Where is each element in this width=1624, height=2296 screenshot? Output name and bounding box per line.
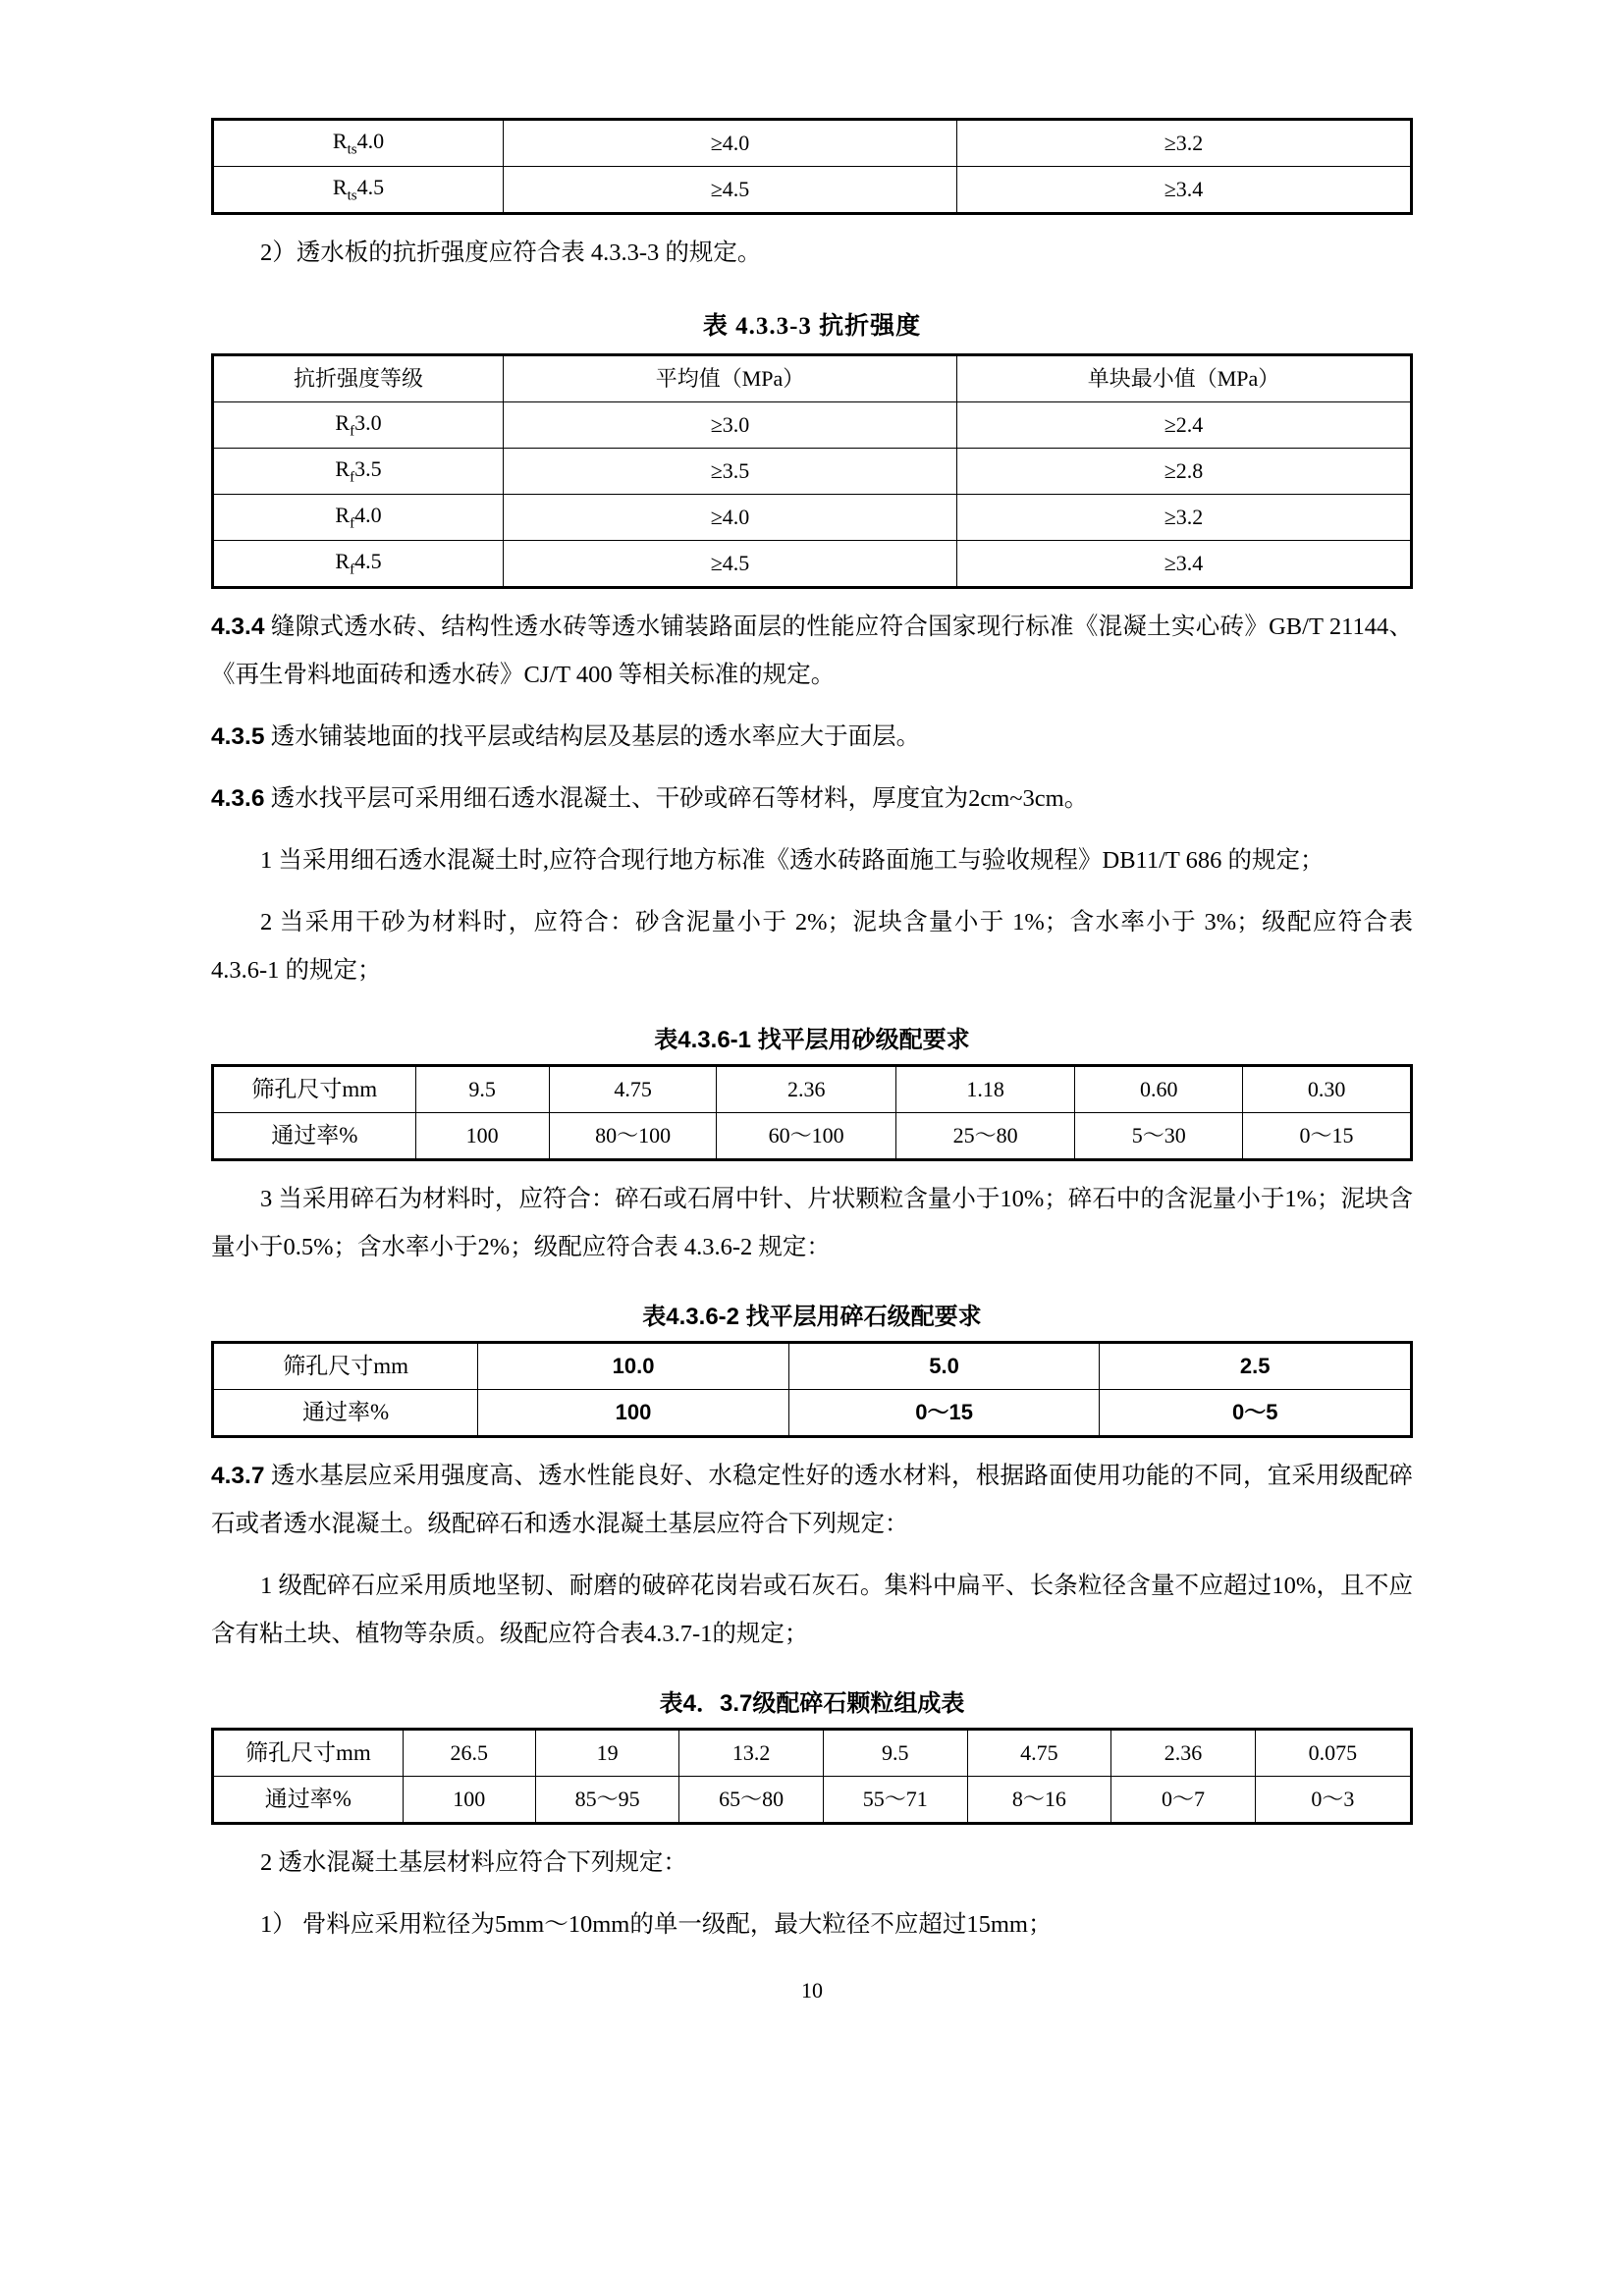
row-label-sieve: 筛孔尺寸mm bbox=[214, 1344, 478, 1390]
cell-pass: 60～100 bbox=[717, 1113, 895, 1159]
table-437 bbox=[211, 1728, 1413, 1825]
row-label-pass: 通过率% bbox=[214, 1113, 415, 1159]
clause-436 bbox=[211, 774, 1413, 823]
row-label-sieve: 筛孔尺寸mm bbox=[214, 1731, 403, 1777]
cell-pass: 65～80 bbox=[679, 1777, 824, 1823]
cell-pass: 100 bbox=[403, 1777, 535, 1823]
cell-pass: 0～7 bbox=[1111, 1777, 1256, 1823]
clause-436-number: 4.3.6 bbox=[211, 785, 265, 812]
cell-grade: $R_{ts}4.0$ bbox=[332, 128, 385, 158]
cell-min: ≥3.4 bbox=[957, 541, 1411, 587]
cell-size: 2.36 bbox=[1111, 1731, 1256, 1777]
clause-436-item-3: 3 当采用碎石为材料时，应符合：碎石或石屑中针、片状颗粒含量小于10%；碎石中的含泥量小于1%；泥块含量小于0.5%；含水率小于2%；级配应符合表 4.3.6-2 规定： bbox=[211, 1186, 1413, 1260]
table-row bbox=[214, 1731, 1410, 1777]
row-label-pass: 通过率% bbox=[214, 1777, 403, 1823]
cell-pass: 0～5 bbox=[1100, 1390, 1410, 1436]
table-436-2 bbox=[211, 1341, 1413, 1438]
clause-436-item-2: 2 当采用干砂为材料时，应符合：砂含泥量小于 2%；泥块含量小于 1%；含水率小于 3%；级配应符合表 4.3.6-1 的规定； bbox=[211, 909, 1413, 984]
clause-437-item-2: 2 透水混凝土基层材料应符合下列规定： bbox=[260, 1849, 687, 1876]
table-433-2-continuation bbox=[211, 118, 1413, 215]
cell-size: 26.5 bbox=[403, 1731, 535, 1777]
cell-pass: 55～71 bbox=[823, 1777, 967, 1823]
table-row bbox=[214, 121, 1410, 167]
cell-size: 0.60 bbox=[1075, 1067, 1243, 1113]
cell-size: 9.5 bbox=[415, 1067, 549, 1113]
cell-average: ≥4.5 bbox=[504, 541, 957, 587]
cell-size: 19 bbox=[535, 1731, 679, 1777]
cell-min: ≥2.8 bbox=[957, 449, 1411, 495]
clause-436-text: 透水找平层可采用细石透水混凝土、干砂或碎石等材料，厚度宜为2cm~3cm。 bbox=[270, 785, 1089, 812]
paragraph-2-transparent-board: 2）透水板的抗折强度应符合表 4.3.3-3 的规定。 bbox=[260, 240, 762, 266]
table-row bbox=[214, 1390, 1410, 1436]
table-433-3-title: 表 4.3.3-3 抗折强度 bbox=[702, 313, 922, 340]
cell-pass: 0～15 bbox=[788, 1390, 1100, 1436]
cell-min: ≥3.2 bbox=[957, 121, 1411, 167]
cell-pass: 0～15 bbox=[1243, 1113, 1410, 1159]
cell-size: 9.5 bbox=[823, 1731, 967, 1777]
clause-437 bbox=[211, 1452, 1413, 1548]
table-437-title: 表4．3.7级配碎石颗粒组成表 bbox=[659, 1690, 965, 1717]
table-row bbox=[214, 402, 1410, 449]
cell-pass: 8～16 bbox=[967, 1777, 1111, 1823]
cell-grade: $R_{ts}4.5$ bbox=[332, 174, 385, 204]
cell-size: 10.0 bbox=[478, 1344, 789, 1390]
cell-size: 4.75 bbox=[967, 1731, 1111, 1777]
cell-pass: 100 bbox=[478, 1390, 789, 1436]
cell-pass: 100 bbox=[415, 1113, 549, 1159]
table-row bbox=[214, 1067, 1410, 1113]
page-number: 10 bbox=[801, 1978, 823, 2002]
cell-size: 2.36 bbox=[717, 1067, 895, 1113]
clause-434-text: 缝隙式透水砖、结构性透水砖等透水铺装路面层的性能应符合国家现行标准《混凝土实心砖》GB/T 21144、《再生骨料地面砖和透水砖》CJ/T 400 等相关标准的规定。 bbox=[211, 614, 1414, 688]
table-header-row bbox=[214, 356, 1410, 402]
cell-pass: 0～3 bbox=[1255, 1777, 1410, 1823]
table-row bbox=[214, 1777, 1410, 1823]
cell-pass: 5～30 bbox=[1075, 1113, 1243, 1159]
cell-average: ≥4.0 bbox=[504, 121, 957, 167]
clause-437-number: 4.3.7 bbox=[211, 1463, 265, 1489]
cell-size: 1.18 bbox=[895, 1067, 1074, 1113]
header-average: 平均值（MPa） bbox=[504, 356, 957, 402]
cell-size: 5.0 bbox=[788, 1344, 1100, 1390]
cell-grade: $R_f4.5$ bbox=[214, 541, 504, 587]
table-436-1 bbox=[211, 1064, 1413, 1161]
cell-average: ≥4.5 bbox=[504, 167, 957, 213]
cell-grade: $R_f4.0$ bbox=[214, 495, 504, 541]
table-433-3 bbox=[211, 353, 1413, 589]
cell-grade: $R_f3.0$ bbox=[214, 402, 504, 449]
clause-437-item-1: 1 级配碎石应采用质地坚韧、耐磨的破碎花岗岩或石灰石。集料中扁平、长条粒径含量不应超过10%，且不应含有粘土块、植物等杂质。级配应符合表4.3.7-1的规定； bbox=[211, 1573, 1413, 1647]
table-436-2-title: 表4.3.6-2 找平层用碎石级配要求 bbox=[642, 1304, 982, 1330]
clause-436-item-1: 1 当采用细石透水混凝土时,应符合现行地方标准《透水砖路面施工与验收规程》DB11/T 686 的规定； bbox=[260, 847, 1325, 874]
row-label-sieve: 筛孔尺寸mm bbox=[214, 1067, 415, 1113]
table-row bbox=[214, 167, 1410, 213]
table-row bbox=[214, 449, 1410, 495]
clause-434-number: 4.3.4 bbox=[211, 614, 265, 640]
cell-average: ≥3.0 bbox=[504, 402, 957, 449]
cell-average: ≥4.0 bbox=[504, 495, 957, 541]
cell-min: ≥3.4 bbox=[957, 167, 1411, 213]
clause-434 bbox=[211, 603, 1413, 699]
cell-min: ≥2.4 bbox=[957, 402, 1411, 449]
cell-pass: 80～100 bbox=[549, 1113, 717, 1159]
cell-size: 4.75 bbox=[549, 1067, 717, 1113]
clause-435 bbox=[211, 713, 1413, 761]
table-row bbox=[214, 1344, 1410, 1390]
cell-size: 13.2 bbox=[679, 1731, 824, 1777]
table-row bbox=[214, 1113, 1410, 1159]
cell-grade: $R_f3.5$ bbox=[214, 449, 504, 495]
cell-pass: 25～80 bbox=[895, 1113, 1074, 1159]
clause-435-number: 4.3.5 bbox=[211, 723, 265, 750]
table-436-1-title: 表4.3.6-1 找平层用砂级配要求 bbox=[654, 1027, 970, 1053]
clause-435-text: 透水铺装地面的找平层或结构层及基层的透水率应大于面层。 bbox=[270, 723, 921, 750]
clause-437-text: 透水基层应采用强度高、透水性能良好、水稳定性好的透水材料，根据路面使用功能的不同，宜采用级配碎石或者透水混凝土。级配碎石和透水混凝土基层应符合下列规定： bbox=[211, 1463, 1414, 1537]
cell-average: ≥3.5 bbox=[504, 449, 957, 495]
table-row bbox=[214, 495, 1410, 541]
cell-min: ≥3.2 bbox=[957, 495, 1411, 541]
cell-pass: 85～95 bbox=[535, 1777, 679, 1823]
cell-size: 0.075 bbox=[1255, 1731, 1410, 1777]
header-min: 单块最小值（MPa） bbox=[957, 356, 1411, 402]
table-row bbox=[214, 541, 1410, 587]
header-grade: 抗折强度等级 bbox=[214, 356, 504, 402]
cell-size: 2.5 bbox=[1100, 1344, 1410, 1390]
clause-437-item-2-1: 1） 骨料应采用粒径为5mm～10mm的单一级配，最大粒径不应超过15mm； bbox=[260, 1911, 1053, 1938]
cell-size: 0.30 bbox=[1243, 1067, 1410, 1113]
row-label-pass: 通过率% bbox=[214, 1390, 478, 1436]
